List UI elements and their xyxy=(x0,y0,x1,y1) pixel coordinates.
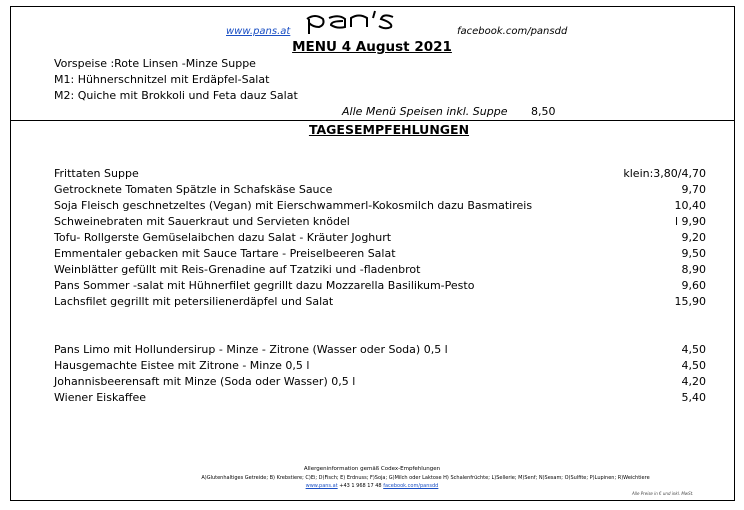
dish-price: 9,50 xyxy=(681,247,706,260)
contact-phone: +43 1 968 17 48 xyxy=(339,483,382,489)
contact-line xyxy=(0,483,744,489)
drink-row xyxy=(54,391,706,405)
m2-line: M2: Quiche mit Brokkoli und Feta dauz Salat xyxy=(54,89,298,102)
drink-price: 5,40 xyxy=(681,391,706,404)
drink-row xyxy=(54,359,706,373)
contact-website-link[interactable]: www.pans.at xyxy=(305,483,338,489)
dish-name: Pans Sommer -salat mit Hühnerfilet gegrillt dazu Mozzarella Basilikum-Pesto xyxy=(54,279,475,292)
dish-row xyxy=(54,279,706,293)
dish-name: Getrocknete Tomaten Spätzle in Schafskäse Sauce xyxy=(54,183,333,196)
pans-logo xyxy=(305,9,397,35)
drink-price: 4,50 xyxy=(681,359,706,372)
dish-price: 8,90 xyxy=(681,263,706,276)
drink-name: Johannisbeerensaft mit Minze (Soda oder Wasser) 0,5 l xyxy=(54,375,356,388)
dish-price: klein:3,80/4,70 xyxy=(623,167,706,180)
dish-row xyxy=(54,167,706,181)
dish-row xyxy=(54,231,706,245)
facebook-text: facebook.com/pansdd xyxy=(457,26,568,37)
menu-price: 8,50 xyxy=(531,105,556,118)
dish-price: 15,90 xyxy=(674,295,706,308)
drink-name: Wiener Eiskaffee xyxy=(54,391,146,404)
starter-line: Vorspeise :Rote Linsen -Minze Suppe xyxy=(54,57,256,70)
dish-name: Schweinebraten mit Sauerkraut und Servieten knödel xyxy=(54,215,350,228)
drink-row xyxy=(54,343,706,357)
price-footnote: Alle Preise in € und inkl. MwSt. xyxy=(632,491,694,496)
dish-row xyxy=(54,199,706,213)
website-link[interactable]: www.pans.at xyxy=(226,26,291,37)
allergen-text: A)Glutenhaltiges Getreide; B) Krebstiere; C)Ei; D)Fisch; E) Erdnuss; F)Soja; G)Milch oder Laktose H) Schalenfrüchte; L)Sellerie; M)Senf; N)Sesam; O)Sulfite; P)Lupinen; R)Weichtiere xyxy=(201,475,650,481)
dish-price: 9,70 xyxy=(681,183,706,196)
allergen-title: Allergeninformation gemäß Codex-Empfehlungen xyxy=(303,466,441,472)
dish-price: 9,20 xyxy=(681,231,706,244)
drink-price: 4,20 xyxy=(681,375,706,388)
drink-name: Hausgemachte Eistee mit Zitrone - Minze 0,5 l xyxy=(54,359,310,372)
dish-price: 10,40 xyxy=(674,199,706,212)
dish-name: Lachsfilet gegrillt mit petersilienerdäpfel und Salat xyxy=(54,295,334,308)
menu-note: Alle Menü Speisen inkl. Suppe xyxy=(342,105,508,118)
drink-row xyxy=(54,375,706,389)
dish-name: Tofu- Rollgerste Gemüselaibchen dazu Salat - Kräuter Joghurt xyxy=(54,231,392,244)
dish-row xyxy=(54,295,706,309)
dish-row xyxy=(54,183,706,197)
dish-name: Soja Fleisch geschnetzeltes (Vegan) mit Eierschwammerl-Kokosmilch dazu Basmatireis xyxy=(54,199,533,212)
dish-row xyxy=(54,263,706,277)
dish-row xyxy=(54,215,706,229)
contact-facebook-link[interactable]: facebook.com/pansdd xyxy=(383,483,439,489)
menu-title: MENU 4 August 2021 xyxy=(292,39,452,55)
dish-name: Emmentaler gebacken mit Sauce Tartare - Preiselbeeren Salat xyxy=(54,247,396,260)
dish-name: Weinblätter gefüllt mit Reis-Grenadine auf Tzatziki und -fladenbrot xyxy=(54,263,421,276)
m1-line: M1: Hühnerschnitzel mit Erdäpfel-Salat xyxy=(54,73,270,86)
section-divider xyxy=(10,120,735,121)
dish-name: Frittaten Suppe xyxy=(54,167,139,180)
dish-row xyxy=(54,247,706,261)
dish-price: 9,60 xyxy=(681,279,706,292)
recommendations-title: TAGESEMPFEHLUNGEN xyxy=(308,122,470,137)
drink-price: 4,50 xyxy=(681,343,706,356)
dish-price: l 9,90 xyxy=(674,215,706,228)
drink-name: Pans Limo mit Hollundersirup - Minze - Zitrone (Wasser oder Soda) 0,5 l xyxy=(54,343,448,356)
